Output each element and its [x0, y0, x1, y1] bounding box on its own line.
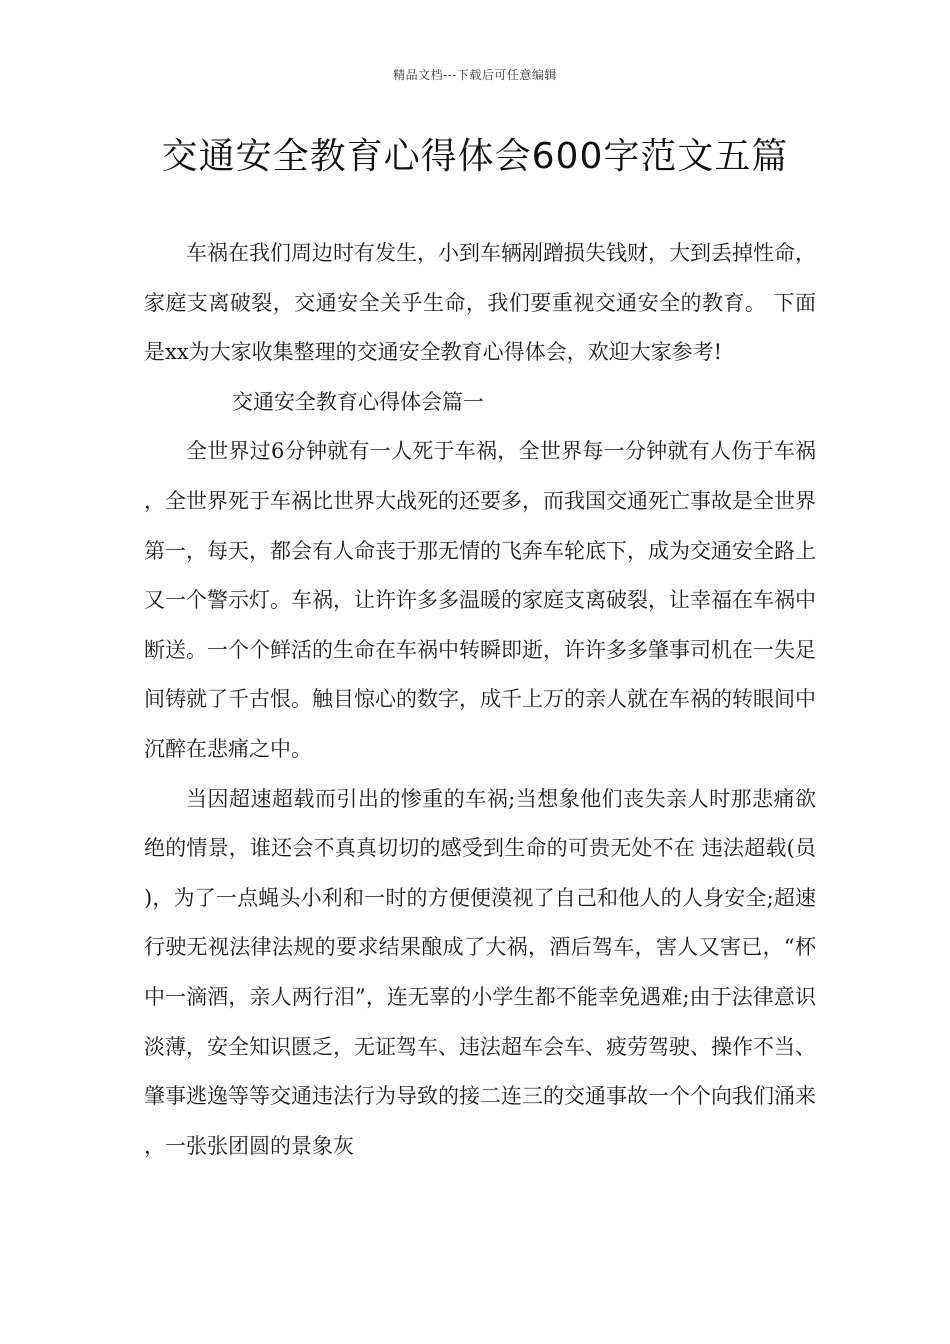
- intro-paragraph: 车祸在我们周边时有发生，小到车辆剐蹭损失钱财，大到丢掉性命，家庭支离破裂，交通安全关乎生命，我们要重视交通安全的教育。 下面是xx为大家收集整理的交通安全教育心得体会，欢迎大家参考!: [144, 241, 816, 365]
- body-paragraph-1: 全世界过6分钟就有一人死于车祸，全世界每一分钟就有人伤于车祸，全世界死于车祸比世界大战死的还要多，而我国交通死亡事故是全世界第一，每天，都会有人命丧于那无情的飞奔车轮底下，成为交通安全路上又一个警示灯。车祸，让许许多多温暖的家庭支离破裂，让幸福在车祸中断送。一个个鲜活的生命在车祸中转瞬即逝，许许多多肇事司机在一失足间铸就了千古恨。触目惊心的数字，成千上万的亲人就在车祸的转眼间中沉醉在悲痛之中。: [144, 439, 816, 761]
- section-heading: 交通安全教育心得体会篇一: [232, 389, 484, 414]
- header-note: 精品文档---下载后可任意编辑: [393, 68, 557, 82]
- document-title: 交通安全教育心得体会600字范文五篇: [161, 136, 789, 177]
- body-paragraph-2: 当因超速超载而引出的惨重的车祸;当想象他们丧失亲人时那悲痛欲绝的情景，谁还会不真真切切的感受到生命的可贵无处不在 违法超载(员)，为了一点蝇头小利和一时的方便便漠视了自己和他人的人身安全;超速行驶无视法律法规的要求结果酿成了大祸，酒后驾车，害人又害已，“杯中一滴酒，亲人两行泪”，连无辜的小学生都不能幸免遇难;由于法律意识淡薄，安全知识匮乏，无证驾车、违法超车会车、疲劳驾驶、操作不当、肇事逃逸等等交通违法行为导致的接二连三的交通事故一个个向我们涌来，一张张团圆的景象灰: [144, 786, 816, 1158]
- document-body: [144, 229, 816, 1171]
